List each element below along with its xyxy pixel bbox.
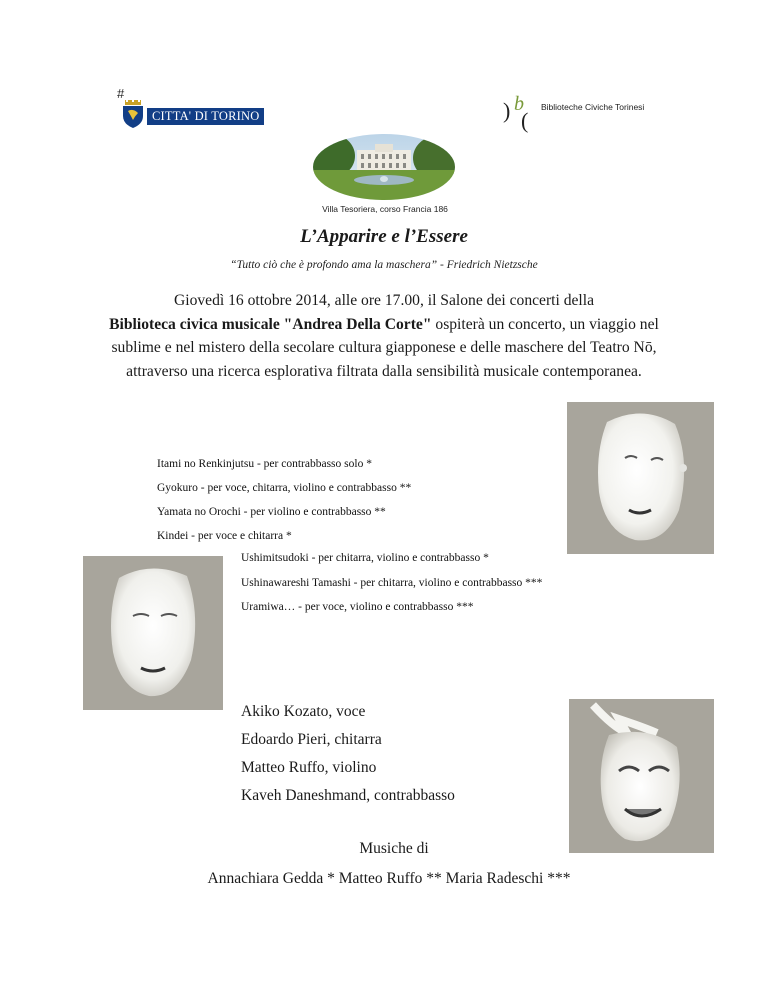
biblioteche-mark-icon	[503, 92, 539, 134]
performer: Kaveh Daneshmand, contrabbasso	[241, 787, 455, 804]
event-description	[96, 289, 672, 383]
music-by-label: Musiche di	[359, 840, 429, 857]
noh-mask-photo-1	[567, 402, 714, 554]
description-part-1: Giovedì 16 ottobre 2014, alle ore 17.00, il Salone dei concerti della	[173, 292, 595, 309]
torino-crest-icon	[121, 100, 145, 128]
villa-caption: Villa Tesoriera, corso Francia 186	[322, 204, 448, 214]
citta-di-torino-logo	[121, 98, 264, 128]
performer: Edoardo Pieri, chitarra	[241, 731, 382, 748]
description-part-2: ospiterà un concerto, un viaggio nel sublime e nel mistero della secolare cultura giapponese e delle maschere del Teatro Nō, attraverso una ricerca esplorativa filtrata dalla sensibilità musicale contemporanea.	[111, 315, 659, 380]
program-item: Gyokuro - per voce, chitarra, violino e contrabbasso **	[157, 482, 412, 494]
noh-mask-photo-3	[569, 699, 714, 853]
biblioteche-civiche-logo	[503, 92, 653, 134]
performer: Matteo Ruffo, violino	[241, 759, 377, 776]
villa-tesoriera-photo	[313, 134, 455, 200]
program-item: Ushinawareshi Tamashi - per chitarra, violino e contrabbasso ***	[241, 577, 543, 589]
program-item: Uramiwa… - per voce, violino e contrabbasso ***	[241, 601, 474, 613]
program-item: Ushimitsudoki - per chitarra, violino e contrabbasso *	[241, 552, 489, 564]
svg-text:(: (	[521, 108, 529, 133]
nietzsche-quote: “Tutto ciò che è profondo ama la maschera” - Friedrich Nietzsche	[230, 259, 538, 271]
program-item: Kindei - per voce e chitarra *	[157, 530, 292, 542]
svg-text:): )	[503, 98, 511, 123]
composers-line: Annachiara Gedda * Matteo Ruffo ** Maria Radeschi ***	[207, 870, 571, 887]
program-item: Yamata no Orochi - per violino e contrabbasso **	[157, 506, 386, 518]
performer: Akiko Kozato, voce	[241, 703, 366, 720]
svg-text:b: b	[514, 93, 524, 115]
noh-mask-photo-2	[83, 556, 223, 710]
biblioteche-logo-text: Biblioteche Civiche Torinesi	[541, 102, 645, 112]
program-item: Itami no Renkinjutsu - per contrabbasso solo *	[157, 458, 372, 470]
library-name: Biblioteca civica musicale "Andrea Della Corte"	[109, 315, 432, 333]
event-title: L’Apparire e l’Essere	[300, 226, 468, 247]
hash-mark: #	[117, 86, 125, 101]
torino-logo-text: CITTA' DI TORINO	[147, 108, 264, 125]
